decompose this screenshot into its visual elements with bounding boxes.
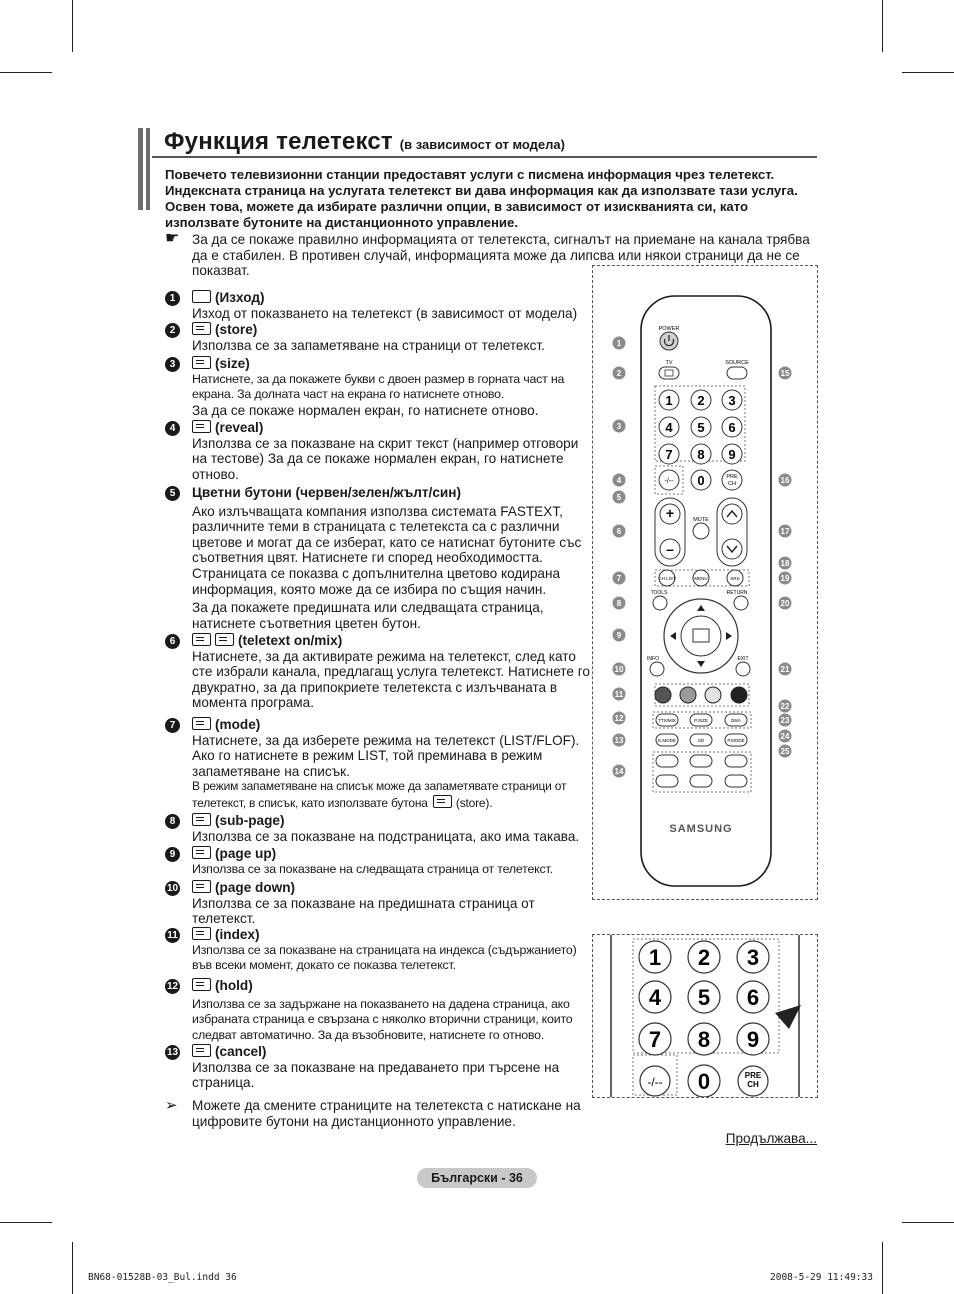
zoomed-digit-button[interactable] bbox=[737, 941, 769, 973]
zoomed-keypad-panel bbox=[592, 934, 818, 1098]
svg-text:9: 9 bbox=[616, 631, 622, 640]
svg-text:2: 2 bbox=[697, 945, 711, 970]
svg-text:5: 5 bbox=[697, 420, 705, 435]
svg-text:1: 1 bbox=[665, 393, 673, 408]
svg-text:1: 1 bbox=[616, 339, 622, 348]
item-teletext-on-mix: 6 (teletext on/mix) Натиснете, за да активирате режима на телетекст, след като сте избрали канала, предлагащ услуга телетекст. Натиснете го двукратно, за да припокриете телетекста с излъчваната в момента програма. bbox=[165, 633, 590, 711]
page-up-icon bbox=[192, 846, 211, 859]
svg-text:SAMSUNG: SAMSUNG bbox=[669, 823, 733, 835]
zoomed-digit-button[interactable] bbox=[688, 941, 720, 973]
svg-text:7: 7 bbox=[616, 574, 622, 583]
svg-text:INFO: INFO bbox=[647, 656, 659, 662]
svg-text:17: 17 bbox=[780, 527, 790, 536]
svg-text:MUTE: MUTE bbox=[693, 517, 709, 523]
callout-marker bbox=[613, 765, 626, 778]
zoomed-digit-button[interactable] bbox=[639, 1023, 671, 1055]
callout-marker bbox=[613, 688, 626, 701]
svg-text:6: 6 bbox=[728, 420, 736, 435]
svg-text:TTX/MIX: TTX/MIX bbox=[658, 718, 676, 723]
callout-marker bbox=[613, 663, 626, 676]
svg-text:19: 19 bbox=[780, 574, 790, 583]
callout-marker bbox=[613, 491, 626, 504]
svg-text:P.SIZE: P.SIZE bbox=[694, 718, 708, 723]
svg-text:18: 18 bbox=[780, 559, 790, 568]
digit-button[interactable] bbox=[722, 417, 742, 437]
sub-page-icon bbox=[192, 813, 211, 826]
digit-button[interactable] bbox=[659, 390, 679, 410]
zoomed-digit-button[interactable] bbox=[737, 1023, 769, 1055]
digit-button[interactable] bbox=[691, 390, 711, 410]
callout-marker bbox=[779, 557, 792, 570]
svg-text:10: 10 bbox=[614, 665, 624, 674]
svg-text:7: 7 bbox=[665, 447, 673, 462]
zoomed-digit-button[interactable] bbox=[639, 981, 671, 1013]
index-icon bbox=[192, 927, 211, 940]
svg-text:PRE: PRE bbox=[744, 1071, 762, 1080]
svg-text:-/--: -/-- bbox=[647, 1075, 663, 1089]
item-hold: 12 (hold) Използва се за задържане на показването на дадена страница, ако избраната страница е свързана с няколко вторични страници, които следват автоматично. За да възобновите, натиснете го отново. bbox=[166, 978, 573, 1042]
item-index: 11 (index) Използва се за показване на страницата на индекса (съдържанието) във всеки момент, докато се показва телетекст. bbox=[165, 927, 590, 974]
svg-text:4: 4 bbox=[616, 476, 622, 485]
callout-marker bbox=[613, 474, 626, 487]
arrow-icon: ➢ bbox=[165, 1097, 178, 1114]
crop-mark bbox=[902, 1222, 954, 1223]
callout-marker bbox=[779, 745, 792, 758]
svg-text:E.MODE: E.MODE bbox=[658, 738, 676, 743]
svg-text:5: 5 bbox=[616, 493, 622, 502]
svg-text:CH: CH bbox=[747, 1080, 759, 1089]
callout-marker bbox=[613, 629, 626, 642]
svg-text:4: 4 bbox=[648, 985, 662, 1010]
svg-text:25: 25 bbox=[780, 747, 790, 756]
slug-left: BN68-01528B-03_Bul.indd 36 bbox=[88, 1272, 237, 1283]
item-mode: 7 (mode) Натиснете, за да изберете режима на телетекст (LIST/FLOF). Ако го натиснете в режим LIST, той преминава в режим запаметяване на списък. В режим запаметяване на списък може да запаметявате страници от телетекст, в списък, като използвате бутона (store). bbox=[165, 717, 590, 812]
intro-paragraph: Повечето телевизионни станции предоставят услуги с писмена информация чрез телетекст. Индексната страница на услугата телетекст ви дава информация как да използвате тази услуга. Освен това, можете да избирате различни опции, в зависимост от изискванията си, като използвате бутоните на дистанционното управление. bbox=[165, 167, 798, 230]
exit-icon bbox=[192, 290, 211, 303]
svg-text:14: 14 bbox=[614, 767, 624, 776]
hold-icon bbox=[192, 978, 211, 991]
item-store: 2 (store) Използва се за запаметяване на страници от телетекст. bbox=[165, 322, 590, 353]
item-page-down: 10 (page down) Използва се за показване на предишната страница от телетекст. bbox=[166, 880, 535, 927]
crop-mark bbox=[902, 72, 954, 73]
crop-mark bbox=[72, 1242, 73, 1294]
svg-text:15: 15 bbox=[780, 369, 790, 378]
page-title: Функция телетекст (в зависимост от модела) bbox=[164, 128, 565, 155]
callout-marker bbox=[779, 714, 792, 727]
pointing-hand-icon: ☛ bbox=[165, 230, 180, 247]
tip bbox=[165, 1098, 585, 1129]
item-cancel: 13 (cancel) Използва се за показване на предаването при търсене на страница. bbox=[166, 1044, 560, 1091]
svg-text:POWER: POWER bbox=[658, 326, 680, 332]
svg-text:8: 8 bbox=[697, 1027, 711, 1052]
digit-button[interactable] bbox=[722, 444, 742, 464]
zoomed-keypad-illustration bbox=[593, 935, 817, 1097]
svg-text:TV: TV bbox=[665, 360, 673, 366]
crop-mark bbox=[72, 0, 73, 52]
size-icon bbox=[192, 356, 211, 369]
svg-text:23: 23 bbox=[780, 716, 790, 725]
cancel-icon bbox=[192, 1044, 211, 1057]
callout-marker bbox=[613, 597, 626, 610]
svg-text:8: 8 bbox=[697, 447, 705, 462]
svg-text:0: 0 bbox=[697, 1069, 711, 1094]
digit-button[interactable] bbox=[659, 444, 679, 464]
mode-icon bbox=[192, 717, 211, 730]
svg-text:DMA: DMA bbox=[731, 718, 741, 723]
svg-text:0: 0 bbox=[697, 473, 705, 488]
callout-marker bbox=[779, 474, 792, 487]
svg-text:-/--: -/-- bbox=[664, 478, 674, 485]
callout-marker bbox=[613, 712, 626, 725]
crop-mark bbox=[882, 0, 883, 52]
callout-marker bbox=[779, 572, 792, 585]
svg-text:9: 9 bbox=[746, 1027, 760, 1052]
svg-text:12: 12 bbox=[614, 714, 624, 723]
digit-button[interactable] bbox=[722, 390, 742, 410]
callout-marker bbox=[613, 525, 626, 538]
svg-text:P.MODE: P.MODE bbox=[727, 738, 745, 743]
item-size: 3 (size) Натиснете, за да покажете букви с двоен размер в горната част на екрана. За долната част на екрана го натиснете отново. За да се покаже нормален екран, го натиснете отново. bbox=[165, 356, 590, 418]
zoomed-digit-button[interactable] bbox=[688, 981, 720, 1013]
item-color-buttons: 5 Цветни бутони (червен/зелен/жълт/син) Ако излъчващата компания използва системата FASTEXT, различните теми в страницата с телетекста са с различни цветове и могат да се изберат, като се натиснат бутоните със съответния цвят. Натиснете ги според необходимостта. Страницата се показва с допълнителна цветово кодирана информация, която може да се избира по същия начин. За да покажете предишната или следващата страница, натиснете съответния цветен бутон. bbox=[165, 485, 590, 631]
svg-text:TOOLS: TOOLS bbox=[650, 590, 668, 596]
mix-icon bbox=[215, 633, 234, 646]
svg-text:3: 3 bbox=[728, 393, 736, 408]
item-reveal: 4 (reveal) Използва се за показване на скрит текст (например отговори на тестове) За да се покаже нормален екран, го натиснете отново. bbox=[165, 420, 590, 482]
digit-button[interactable] bbox=[659, 417, 679, 437]
svg-text:24: 24 bbox=[780, 732, 790, 741]
remote-control-illustration bbox=[593, 266, 817, 899]
callout-marker bbox=[613, 572, 626, 585]
zoomed-digit-button[interactable] bbox=[737, 981, 769, 1013]
svg-text:EXIT: EXIT bbox=[737, 656, 749, 662]
svg-text:CH: CH bbox=[728, 481, 736, 487]
item-sub-page: 8 (sub-page) Използва се за показване на подстраницата, ако има такава. bbox=[165, 813, 590, 844]
callout-marker bbox=[779, 730, 792, 743]
svg-text:SD: SD bbox=[697, 738, 705, 743]
callout-marker bbox=[779, 700, 792, 713]
svg-text:2: 2 bbox=[697, 393, 705, 408]
svg-text:8: 8 bbox=[616, 599, 622, 608]
svg-text:3: 3 bbox=[746, 945, 760, 970]
zoomed-digit-button[interactable] bbox=[688, 1065, 720, 1097]
page-subtitle: (в зависимост от модела) bbox=[399, 137, 565, 152]
svg-text:9: 9 bbox=[728, 447, 736, 462]
store-icon bbox=[192, 322, 211, 335]
callout-marker bbox=[779, 597, 792, 610]
svg-text:20: 20 bbox=[780, 599, 790, 608]
store-icon bbox=[433, 795, 452, 808]
svg-text:16: 16 bbox=[780, 476, 790, 485]
page-down-icon bbox=[192, 880, 211, 893]
svg-text:RETURN: RETURN bbox=[726, 590, 748, 596]
svg-text:CH LIST: CH LIST bbox=[658, 576, 676, 581]
crop-mark bbox=[0, 72, 52, 73]
callout-marker bbox=[613, 420, 626, 433]
svg-text:–: – bbox=[666, 541, 674, 557]
svg-text:22: 22 bbox=[780, 702, 790, 711]
digit-button[interactable] bbox=[691, 470, 711, 490]
reveal-icon bbox=[192, 420, 211, 433]
slug-right: 2008-5-29 11:49:33 bbox=[770, 1272, 873, 1283]
svg-text:4: 4 bbox=[665, 420, 673, 435]
svg-text:1: 1 bbox=[648, 945, 662, 970]
teletext-icon bbox=[192, 633, 211, 646]
svg-text:6: 6 bbox=[746, 985, 760, 1010]
svg-text:PRE: PRE bbox=[726, 474, 738, 480]
zoomed-digit-button[interactable] bbox=[688, 1023, 720, 1055]
title-rule bbox=[152, 156, 817, 158]
crop-mark bbox=[882, 1242, 883, 1294]
svg-text:6: 6 bbox=[616, 527, 622, 536]
zoomed-digit-button[interactable] bbox=[639, 941, 671, 973]
svg-text:11: 11 bbox=[614, 690, 624, 699]
callout-marker bbox=[779, 663, 792, 676]
svg-text:2: 2 bbox=[616, 369, 622, 378]
callout-marker bbox=[613, 337, 626, 350]
page-number: Български - 36 bbox=[417, 1168, 537, 1188]
callout-marker bbox=[613, 367, 626, 380]
svg-text:SRS: SRS bbox=[730, 576, 740, 581]
continue-link[interactable]: Продължава... bbox=[725, 1131, 817, 1146]
svg-text:3: 3 bbox=[616, 422, 622, 431]
remote-panel bbox=[592, 265, 818, 900]
svg-text:5: 5 bbox=[697, 985, 711, 1010]
svg-text:13: 13 bbox=[614, 736, 624, 745]
item-exit: 1 (Изход) Изход от показването на телетекст (в зависимост от модела) bbox=[165, 290, 590, 321]
tip-text: Можете да смените страниците на телетекста с натискане на цифровите бутони на дистанционното управление. bbox=[192, 1098, 581, 1129]
callout-marker bbox=[779, 525, 792, 538]
crop-mark bbox=[0, 1222, 52, 1223]
digit-button[interactable] bbox=[691, 444, 711, 464]
item-page-up: 9 (page up) Използва се за показване на следващата страница от телетекст. bbox=[165, 846, 590, 877]
svg-text:SOURCE: SOURCE bbox=[725, 360, 749, 366]
svg-text:+: + bbox=[665, 505, 675, 521]
svg-text:21: 21 bbox=[780, 665, 790, 674]
digit-button[interactable] bbox=[691, 417, 711, 437]
callout-marker bbox=[779, 367, 792, 380]
note-text: За да се покаже правилно информацията от телетекста, сигналът на приемане на канала трябва да е стабилен. В противен случай, информацията може да липсва или някои страници да не се показват. bbox=[192, 232, 810, 278]
svg-text:MENU: MENU bbox=[694, 576, 708, 581]
svg-text:7: 7 bbox=[648, 1027, 662, 1052]
callout-marker bbox=[613, 734, 626, 747]
